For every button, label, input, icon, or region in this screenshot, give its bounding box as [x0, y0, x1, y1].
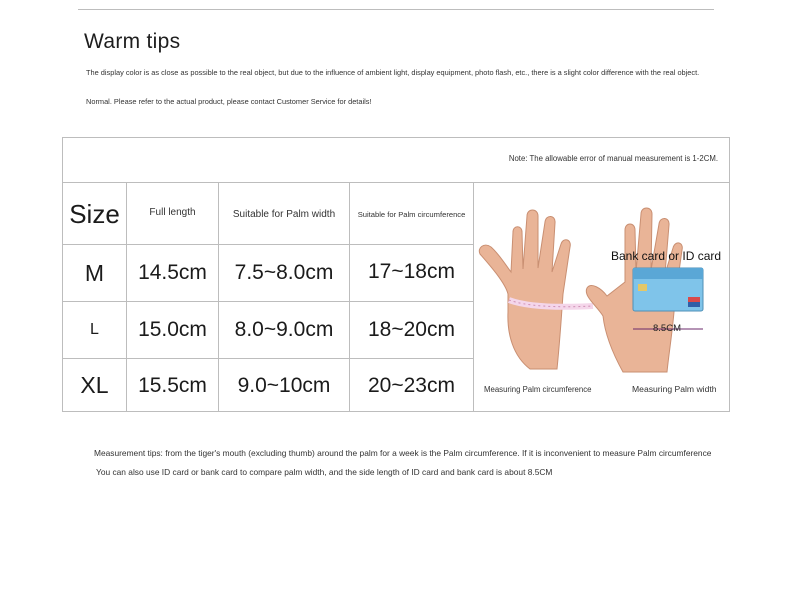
full-length-xl: 15.5cm	[138, 373, 207, 397]
left-hand-icon	[479, 210, 593, 369]
measurement-tip-line1: Measurement tips: from the tiger's mouth (excluding thumb) around the palm for a week is the Palm circumference. If it is inconvenient to measure Palm circumference	[94, 448, 712, 458]
size-label-l: L	[90, 321, 99, 338]
header-palm-circumference: Suitable for Palm circumference	[357, 209, 466, 219]
palm-circumference-l: 18~20cm	[368, 318, 455, 341]
caption-palm-circumference: Measuring Palm circumference	[484, 385, 592, 394]
top-divider	[78, 9, 714, 10]
palm-width-l: 8.0~9.0cm	[234, 318, 334, 341]
color-disclaimer: The display color is as close as possible to the real object, but due to the influence of ambient light, display equipment, photo flash, etc., there is a slight color difference with the real object.	[86, 68, 700, 77]
header-full-length: Full length	[149, 206, 196, 218]
size-chart-table	[62, 137, 730, 412]
palm-width-m: 7.5~8.0cm	[234, 261, 334, 284]
header-palm-width: Suitable for Palm width	[232, 208, 336, 220]
bank-card-label: Bank card or ID card	[611, 249, 722, 263]
measurement-error-note: Note: The allowable error of manual measurement is 1-2CM.	[508, 154, 718, 163]
measurement-tip-line2: You can also use ID card or bank card to compare palm width, and the side length of ID card and bank card is about 8.5CM	[96, 467, 553, 477]
palm-circumference-xl: 20~23cm	[368, 373, 455, 397]
caption-palm-width: Measuring Palm width	[632, 384, 717, 394]
contact-notice: Normal. Please refer to the actual product, please contact Customer Service for details!	[86, 97, 372, 106]
page-title: Warm tips	[84, 30, 181, 53]
size-label-m: M	[84, 259, 105, 286]
hand-measurement-illustration	[475, 184, 729, 412]
column-divider	[473, 183, 474, 411]
full-length-m: 14.5cm	[138, 261, 207, 284]
bank-card-icon	[633, 268, 703, 311]
palm-circumference-m: 17~18cm	[368, 260, 455, 283]
note-row	[63, 138, 729, 183]
header-size: Size	[69, 198, 120, 229]
full-length-l: 15.0cm	[138, 318, 207, 341]
palm-width-xl: 9.0~10cm	[237, 373, 331, 397]
card-measure-label: 8.5CM	[653, 323, 681, 334]
hand-illustration-graphic	[475, 184, 729, 412]
size-label-xl: XL	[80, 372, 109, 398]
